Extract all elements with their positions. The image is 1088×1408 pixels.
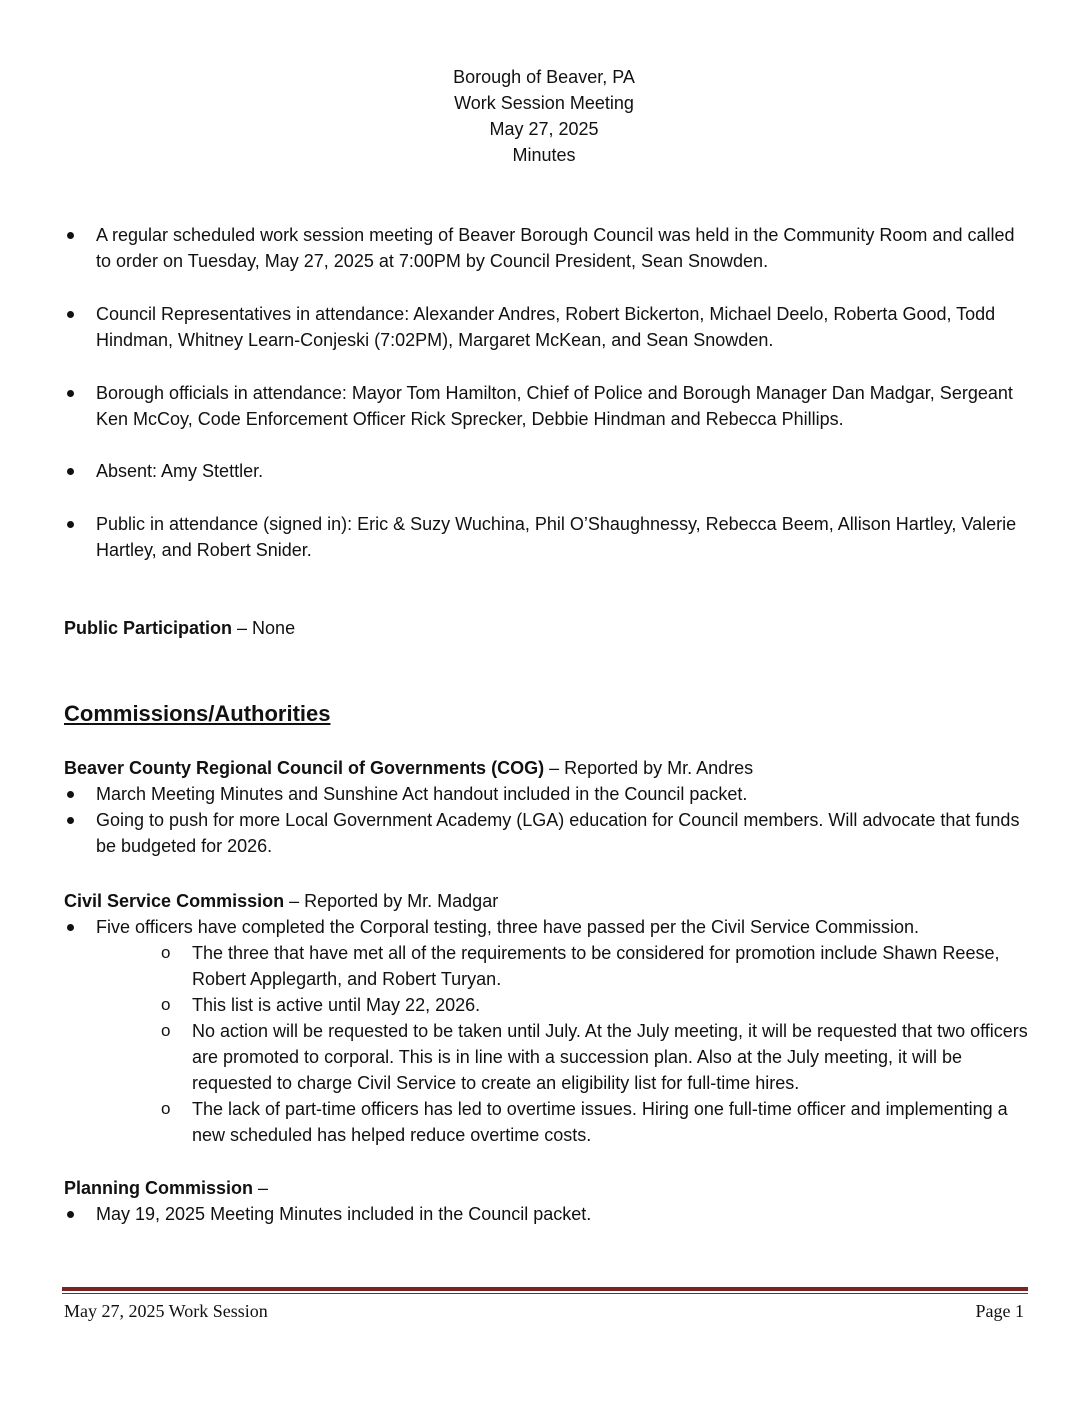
- cog-heading: [64, 755, 1034, 781]
- list-item: March Meeting Minutes and Sunshine Act handout included in the Council packet.: [64, 781, 1034, 807]
- public-participation: [64, 615, 1034, 641]
- footer-title: May 27, 2025 Work Session: [64, 1301, 268, 1321]
- footer-divider: [62, 1287, 1028, 1291]
- attendance-item: Borough officials in attendance: Mayor Tom Hamilton, Chief of Police and Borough Manager Dan Madgar, Sergeant Ken McCoy, Code Enforcement Officer Rick Sprecker, Debbie Hindman and Rebecca Phillips.: [64, 380, 1034, 432]
- attendance-item: Absent: Amy Stettler.: [64, 458, 1034, 484]
- section-title: Commissions/Authorities: [64, 701, 331, 726]
- list-item: Five officers have completed the Corporal testing, three have passed per the Civil Service Commission.: [64, 914, 1034, 940]
- attendance-item: Council Representatives in attendance: Alexander Andres, Robert Bickerton, Michael Deelo, Roberta Good, Todd Hindman, Whitney Learn-Conjeski (7:02PM), Margaret McKean, and Sean Snowden.: [64, 301, 1034, 353]
- planning-heading: [64, 1175, 1034, 1201]
- list-item: May 19, 2025 Meeting Minutes included in the Council packet.: [64, 1201, 1034, 1227]
- attendance-item: Public in attendance (signed in): Eric & Suzy Wuchina, Phil O’Shaughnessy, Rebecca Beem, Allison Hartley, Valerie Hartley, and Robert Snider.: [64, 511, 1034, 563]
- planning-label: Planning Commission: [64, 1178, 254, 1198]
- page-number: Page 1: [975, 1301, 1024, 1321]
- bullet-icon: [67, 521, 74, 528]
- header-borough: Borough of Beaver, PA: [453, 67, 635, 87]
- header-meeting-type: Work Session Meeting: [454, 93, 634, 113]
- public-participation-label: Public Participation: [64, 618, 233, 638]
- sub-bullet-icon: o: [161, 943, 171, 962]
- bullet-icon: [67, 390, 74, 397]
- bullet-icon: [67, 232, 74, 239]
- document-header: [0, 64, 1088, 168]
- footer-divider-thin: [62, 1293, 1028, 1294]
- civil-service-section: [64, 888, 1034, 1148]
- cog-reporter: – Reported by Mr. Andres: [544, 758, 754, 778]
- sub-bullet-icon: o: [161, 1021, 171, 1040]
- sub-list-item: o The three that have met all of the requirements to be considered for promotion include Shawn Reese, Robert Applegarth, and Robert Turyan.: [64, 940, 1034, 992]
- bullet-icon: [67, 311, 74, 318]
- cog-label: Beaver County Regional Council of Governments (COG): [64, 758, 545, 778]
- bullet-icon: [67, 924, 74, 931]
- civil-heading: [64, 888, 1034, 914]
- bullet-icon: [67, 791, 74, 798]
- list-item: Going to push for more Local Government Academy (LGA) education for Council members. Will advocate that funds be budgeted for 2026.: [64, 807, 1034, 859]
- attendance-item: A regular scheduled work session meeting of Beaver Borough Council was held in the Community Room and called to order on Tuesday, May 27, 2025 at 7:00PM by Council President, Sean Snowden.: [64, 222, 1034, 274]
- sub-bullet-icon: o: [161, 995, 171, 1014]
- civil-reporter: – Reported by Mr. Madgar: [284, 891, 499, 911]
- bullet-icon: [67, 817, 74, 824]
- sub-list-item: o No action will be requested to be taken until July. At the July meeting, it will be requested that two officers are promoted to corporal. This is in line with a succession plan. Also at the July meeting, it will be requested to charge Civil Service to create an eligibility list for full-time hires.: [64, 1018, 1034, 1096]
- sub-bullet-icon: o: [161, 1099, 171, 1118]
- header-date: May 27, 2025: [489, 119, 599, 139]
- bullet-icon: [67, 1211, 74, 1218]
- sub-list-item: o The lack of part-time officers has led to overtime issues. Hiring one full-time officer and implementing a new scheduled has helped reduce overtime costs.: [64, 1096, 1034, 1148]
- civil-label: Civil Service Commission: [64, 891, 285, 911]
- cog-section: [64, 755, 1034, 859]
- planning-section: [64, 1175, 1034, 1227]
- planning-reporter: –: [253, 1178, 269, 1198]
- sub-list-item: o This list is active until May 22, 2026.: [64, 992, 1034, 1018]
- header-doc-type: Minutes: [512, 145, 576, 165]
- public-participation-text: – None: [232, 618, 296, 638]
- bullet-icon: [67, 468, 74, 475]
